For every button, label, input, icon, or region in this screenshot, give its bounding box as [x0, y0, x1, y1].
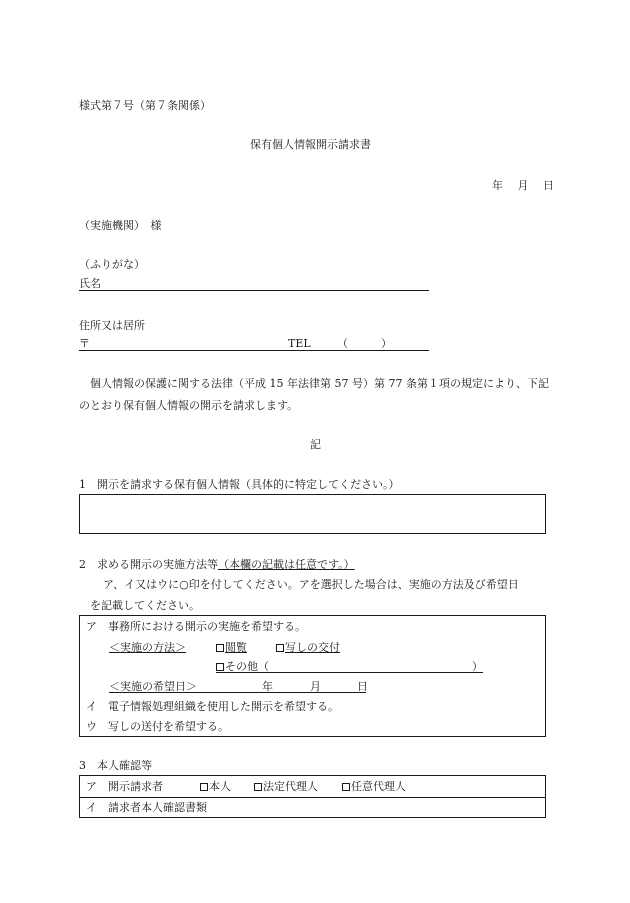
- checkbox-icon[interactable]: [216, 663, 224, 671]
- table-divider: [80, 797, 545, 798]
- checkbox-icon[interactable]: [200, 783, 208, 791]
- id-documents-label: イ 請求者本人確認書類: [86, 801, 207, 814]
- method-other[interactable]: その他（ ）: [216, 661, 483, 673]
- name-field[interactable]: [79, 278, 429, 291]
- requester-self[interactable]: 本人: [200, 781, 231, 792]
- option-i[interactable]: イ 電子情報処理組織を使用した開示を希望する。: [86, 700, 339, 713]
- furigana-label: （ふりがな）: [79, 258, 145, 271]
- date-label: ＜実施の希望日＞: [109, 680, 197, 693]
- section2-instruction-1: ア、イ又はウに○印を付してください。アを選択した場合は、実施の方法及び希望日: [103, 578, 519, 591]
- intro-line-2: のとおり保有個人情報の開示を請求します。: [79, 399, 299, 412]
- section2-heading-main: 2 求める開示の実施方法等: [79, 558, 218, 571]
- checkbox-icon[interactable]: [254, 783, 262, 791]
- addressee: （実施機関） 様: [79, 219, 162, 232]
- option-u[interactable]: ウ 写しの送付を希望する。: [86, 720, 229, 733]
- page-title: 保有個人情報開示請求書: [250, 138, 371, 151]
- method-view[interactable]: 閲覧: [216, 642, 247, 653]
- address-field[interactable]: [79, 338, 429, 351]
- name-label: 氏名: [79, 277, 101, 290]
- method-label: ＜実施の方法＞: [109, 641, 186, 654]
- requester-voluntary-agent[interactable]: 任意代理人: [342, 781, 406, 792]
- ki-heading: 記: [310, 438, 321, 451]
- postal-mark: 〒: [79, 337, 90, 350]
- section2-options-box: [79, 615, 546, 737]
- section3-table: [79, 775, 546, 818]
- checkbox-icon[interactable]: [276, 644, 284, 652]
- section2-instruction-2: を記載してください。: [90, 599, 200, 612]
- tel-label: TEL: [288, 337, 311, 350]
- section1-input-box[interactable]: [79, 494, 546, 534]
- option-a[interactable]: ア 事務所における開示の実施を希望する。: [86, 620, 306, 633]
- requester-label: ア 開示請求者: [86, 780, 163, 793]
- form-number: 様式第７号（第７条関係）: [79, 99, 211, 112]
- method-copy[interactable]: 写しの交付: [276, 642, 340, 653]
- intro-line-1: 個人情報の保護に関する法律（平成 15 年法律第 57 号）第 77 条第１項の規定により、下記: [90, 377, 549, 390]
- tel-paren: （ ）: [337, 337, 392, 350]
- section2-heading: [79, 559, 355, 570]
- checkbox-icon[interactable]: [342, 783, 350, 791]
- preferred-date[interactable]: ＜実施の希望日＞ 年 月 日: [109, 680, 368, 693]
- section2-heading-note: （本欄の記載は任意です。）: [218, 558, 355, 571]
- date-line: 年 月 日: [492, 179, 554, 192]
- address-label: 住所又は居所: [79, 319, 145, 332]
- requester-legal-agent[interactable]: 法定代理人: [254, 781, 318, 792]
- section3-heading: 3 本人確認等: [79, 759, 152, 772]
- section1-heading: 1 開示を請求する保有個人情報（具体的に特定してください。）: [79, 478, 400, 491]
- checkbox-icon[interactable]: [216, 644, 224, 652]
